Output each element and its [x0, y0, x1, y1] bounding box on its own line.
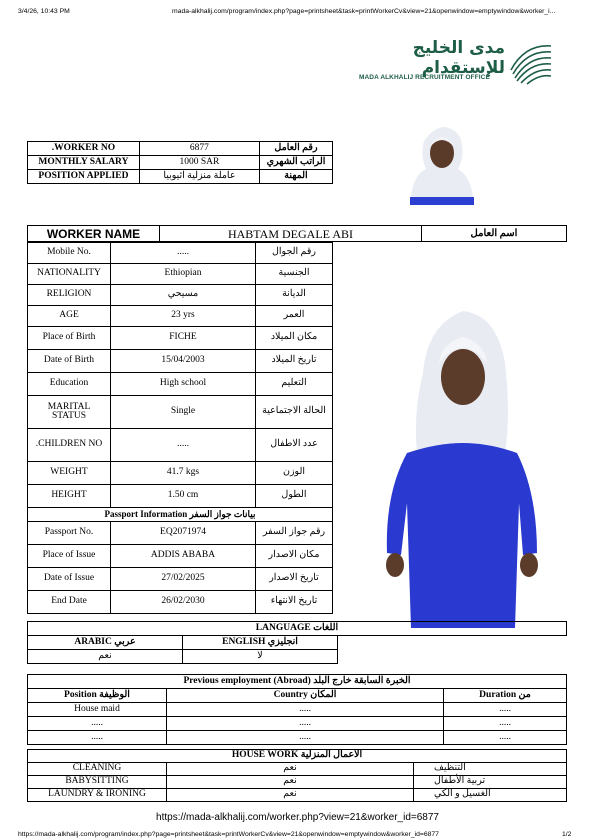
prev-position: ..... — [28, 717, 167, 731]
language-arabic-value: نعم — [28, 650, 183, 664]
detail-arabic: رقم الجوال — [256, 243, 333, 264]
summary-row — [28, 170, 333, 184]
summary-label: .WORKER NO — [28, 142, 140, 156]
detail-arabic: الديانة — [256, 285, 333, 306]
passport-label: End Date — [28, 591, 111, 614]
worker-details-table — [27, 242, 333, 614]
company-logo — [355, 36, 585, 88]
passport-header: Passport Information بيانات جواز السفر — [28, 508, 333, 522]
language-header-row — [28, 622, 567, 636]
print-url: mada-alkhalij.com/program/index.php?page=printsheet&task=printWorkerCv&view=21&openwindow=emptywindow&worker_i... — [172, 8, 556, 15]
passport-header-row — [28, 508, 333, 522]
house-work-arabic: الغسيل و الكي — [414, 789, 567, 802]
prev-col-country: Country المكان — [167, 689, 444, 703]
detail-row — [28, 462, 333, 485]
detail-row — [28, 243, 333, 264]
house-work-arabic: التنظيف — [414, 763, 567, 776]
prev-country: ..... — [167, 703, 444, 717]
house-work-row — [28, 763, 567, 776]
logo-emblem-icon — [505, 36, 557, 86]
language-label-row — [28, 636, 567, 650]
detail-arabic: مكان الميلاد — [256, 327, 333, 350]
language-spacer — [338, 636, 567, 650]
prev-duration: ..... — [444, 703, 567, 717]
detail-row — [28, 327, 333, 350]
prev-duration: ..... — [444, 731, 567, 745]
passport-row — [28, 591, 333, 614]
detail-row — [28, 306, 333, 327]
detail-value: Single — [111, 396, 256, 429]
house-work-header: HOUSE WORK الاعمال المنزلية — [28, 750, 567, 763]
detail-value: High school — [111, 373, 256, 396]
language-english-label: ENGLISH انجليزي — [183, 636, 338, 650]
detail-row — [28, 264, 333, 285]
print-datetime: 3/4/26, 10:43 PM — [18, 8, 70, 15]
passport-arabic: تاريخ الانتهاء — [256, 591, 333, 614]
detail-value: 23 yrs — [111, 306, 256, 327]
summary-arabic: رقم العامل — [259, 142, 332, 156]
detail-label: MARITAL STATUS — [28, 396, 111, 429]
summary-table — [27, 141, 333, 184]
print-page-number: 1/2 — [562, 831, 572, 838]
summary-row — [28, 142, 333, 156]
detail-value: FICHE — [111, 327, 256, 350]
detail-label: .CHILDREN NO — [28, 429, 111, 462]
prev-employment-row — [28, 731, 567, 745]
passport-label: Place of Issue — [28, 545, 111, 568]
detail-label: Place of Birth — [28, 327, 111, 350]
detail-label: Date of Birth — [28, 350, 111, 373]
summary-value: 6877 — [139, 142, 259, 156]
summary-label: MONTHLY SALARY — [28, 156, 140, 170]
summary-value: عاملة منزلية اثيوبيا — [139, 170, 259, 184]
previous-employment-table — [27, 674, 567, 745]
worker-page-link[interactable]: https://mada-alkhalij.com/worker.php?view=21&worker_id=6877 — [0, 810, 595, 824]
passport-arabic: رقم جواز السفر — [256, 522, 333, 545]
detail-label: RELIGION — [28, 285, 111, 306]
worker-name-value: HABTAM DEGALE ABI — [160, 226, 422, 242]
detail-arabic: عدد الاطفال — [256, 429, 333, 462]
detail-arabic: العمر — [256, 306, 333, 327]
prev-employment-row — [28, 717, 567, 731]
house-work-value: نعم — [167, 763, 414, 776]
worker-name-row — [28, 226, 567, 242]
house-work-row — [28, 776, 567, 789]
logo-english-text: MADA ALKHALIJ RECRUITMENT OFFICE — [359, 74, 490, 81]
passport-label: Date of Issue — [28, 568, 111, 591]
detail-value: 1.50 cm — [111, 485, 256, 508]
passport-row — [28, 545, 333, 568]
language-arabic-label: ARABIC عربي — [28, 636, 183, 650]
detail-row — [28, 285, 333, 306]
language-spacer — [338, 650, 567, 664]
passport-value: 26/02/2030 — [111, 591, 256, 614]
passport-row — [28, 522, 333, 545]
passport-row — [28, 568, 333, 591]
detail-value: مسيحي — [111, 285, 256, 306]
house-work-value: نعم — [167, 789, 414, 802]
detail-arabic: الطول — [256, 485, 333, 508]
prev-employment-row — [28, 703, 567, 717]
detail-row — [28, 429, 333, 462]
detail-arabic: تاريخ الميلاد — [256, 350, 333, 373]
house-work-label: BABYSITTING — [28, 776, 167, 789]
passport-value: EQ2071974 — [111, 522, 256, 545]
house-work-value: نعم — [167, 776, 414, 789]
passport-arabic: مكان الاصدار — [256, 545, 333, 568]
prev-country: ..... — [167, 731, 444, 745]
detail-row — [28, 485, 333, 508]
detail-label: Education — [28, 373, 111, 396]
passport-value: ADDIS ABABA — [111, 545, 256, 568]
detail-label: HEIGHT — [28, 485, 111, 508]
summary-value: 1000 SAR — [139, 156, 259, 170]
worker-name-table — [27, 225, 567, 242]
language-table — [27, 621, 567, 664]
prev-header-row — [28, 675, 567, 689]
prev-position: ..... — [28, 731, 167, 745]
detail-arabic: الحالة الاجتماعية — [256, 396, 333, 429]
prev-col-position: Position الوظيفة — [28, 689, 167, 703]
detail-value: ..... — [111, 243, 256, 264]
detail-row — [28, 350, 333, 373]
worker-full-body-photo — [377, 303, 545, 628]
detail-arabic: الوزن — [256, 462, 333, 485]
prev-employment-header: Previous employment (Abroad) الخبرة السابقة خارج البلد — [28, 675, 567, 689]
summary-label: POSITION APPLIED — [28, 170, 140, 184]
language-header: LANGUAGE اللغات — [28, 622, 567, 636]
detail-value: 41.7 kgs — [111, 462, 256, 485]
detail-row — [28, 396, 333, 429]
detail-arabic: التعليم — [256, 373, 333, 396]
house-work-label: LAUNDRY & IRONING — [28, 789, 167, 802]
prev-country: ..... — [167, 717, 444, 731]
detail-label: AGE — [28, 306, 111, 327]
house-work-row — [28, 789, 567, 802]
passport-label: Passport No. — [28, 522, 111, 545]
summary-arabic: المهنة — [259, 170, 332, 184]
detail-label: NATIONALITY — [28, 264, 111, 285]
print-header — [0, 8, 595, 20]
passport-value: 27/02/2025 — [111, 568, 256, 591]
detail-value: ..... — [111, 429, 256, 462]
passport-arabic: تاريخ الاصدار — [256, 568, 333, 591]
detail-value: 15/04/2003 — [111, 350, 256, 373]
detail-arabic: الجنسية — [256, 264, 333, 285]
language-value-row — [28, 650, 567, 664]
house-work-header-row — [28, 750, 567, 763]
prev-columns-row — [28, 689, 567, 703]
detail-row — [28, 373, 333, 396]
print-footer — [0, 831, 595, 840]
print-footer-url: https://mada-alkhalij.com/program/index.php?page=printsheet&task=printWorkerCv&view=21&openwindow=emptywindow&worker_id=6877 — [18, 831, 439, 838]
prev-col-duration: Duration من — [444, 689, 567, 703]
summary-arabic: الراتب الشهري — [259, 156, 332, 170]
worker-name-arabic: اسم العامل — [422, 226, 567, 242]
summary-row — [28, 156, 333, 170]
logo-arabic-text: مدى الخليج للإستقدام — [412, 38, 505, 78]
detail-label: Mobile No. — [28, 243, 111, 264]
house-work-label: CLEANING — [28, 763, 167, 776]
worker-portrait-photo — [406, 125, 478, 205]
detail-label: WEIGHT — [28, 462, 111, 485]
language-english-value: لا — [183, 650, 338, 664]
house-work-arabic: تربية الأطفال — [414, 776, 567, 789]
house-work-table — [27, 749, 567, 802]
worker-name-label: WORKER NAME — [28, 226, 160, 242]
prev-duration: ..... — [444, 717, 567, 731]
detail-value: Ethiopian — [111, 264, 256, 285]
prev-position: House maid — [28, 703, 167, 717]
